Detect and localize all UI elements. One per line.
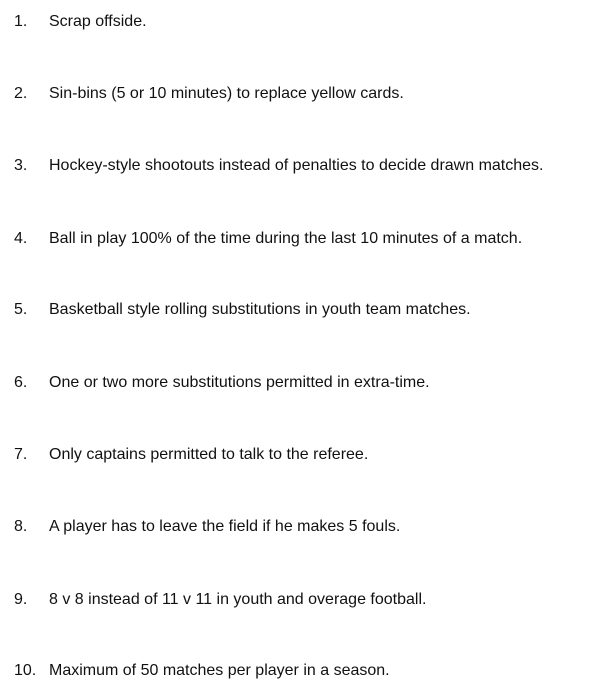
list-item-text: A player has to leave the field if he makes 5 fouls. (49, 518, 401, 535)
list-item-text: Scrap offside. (49, 13, 147, 30)
list-item-text: Ball in play 100% of the time during the last 10 minutes of a match. (49, 230, 523, 247)
list-item-number: 1. (14, 13, 28, 30)
list-item-number: 2. (14, 85, 28, 102)
list-item-number: 4. (14, 230, 28, 247)
list-item-text: Maximum of 50 matches per player in a season. (49, 662, 390, 679)
list-item (0, 154, 616, 178)
list-item (0, 10, 616, 34)
list-item (0, 82, 616, 106)
list-item (0, 371, 616, 395)
list-item-number: 6. (14, 374, 28, 391)
list-item-number: 9. (14, 591, 28, 608)
list-item-text: 8 v 8 instead of 11 v 11 in youth and overage football. (49, 591, 427, 608)
list-item-number: 7. (14, 446, 28, 463)
list-item-number: 10. (14, 662, 37, 679)
list-item-text: One or two more substitutions permitted in extra-time. (49, 374, 430, 391)
list-item (0, 515, 616, 539)
list-item (0, 588, 616, 612)
list-item-number: 8. (14, 518, 28, 535)
list-item-text: Basketball style rolling substitutions in youth team matches. (49, 301, 471, 318)
list-item-text: Sin-bins (5 or 10 minutes) to replace yellow cards. (49, 85, 404, 102)
list-item (0, 659, 616, 683)
list-item (0, 443, 616, 467)
list-item-text: Hockey-style shootouts instead of penalties to decide drawn matches. (49, 157, 544, 174)
list-item-number: 5. (14, 301, 28, 318)
list-item-number: 3. (14, 157, 28, 174)
list-item-text: Only captains permitted to talk to the referee. (49, 446, 369, 463)
list-item (0, 227, 616, 251)
list-item (0, 298, 616, 322)
